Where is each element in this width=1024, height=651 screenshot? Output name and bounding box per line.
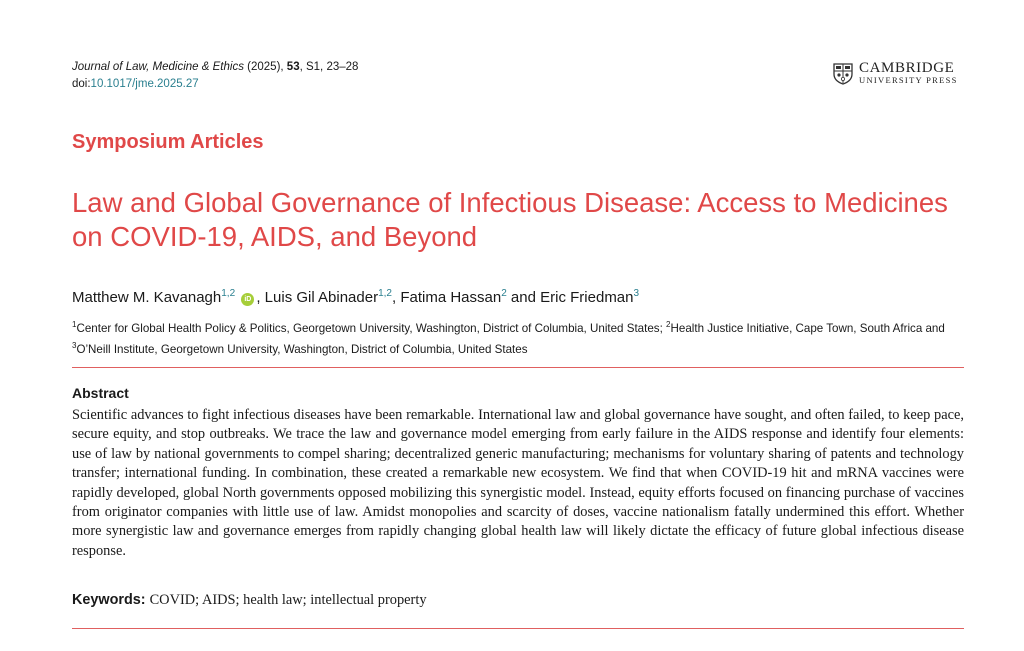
affiliation-3: O’Neill Institute, Georgetown University, Washington, District of Columbia, United States bbox=[76, 342, 528, 356]
author-name[interactable]: Matthew M. Kavanagh bbox=[72, 289, 222, 306]
author-name[interactable]: Luis Gil Abinader bbox=[264, 289, 379, 306]
journal-pages: , S1, 23–28 bbox=[299, 61, 359, 73]
citation-line bbox=[72, 59, 358, 76]
publisher-logo bbox=[833, 62, 958, 86]
journal-year: (2025), bbox=[247, 61, 284, 73]
author-name[interactable]: Eric Friedman bbox=[540, 289, 634, 306]
author-affiliation-sup: 3 bbox=[633, 288, 640, 299]
keywords-text: COVID; AIDS; health law; intellectual property bbox=[149, 592, 427, 608]
divider-bottom bbox=[72, 628, 964, 629]
affiliation-1: Center for Global Health Policy & Politics, Georgetown University, Washington, District of Columbia, United States; bbox=[76, 321, 667, 335]
doi-line bbox=[72, 76, 358, 93]
section-heading: Symposium Articles bbox=[72, 131, 264, 153]
journal-name: Journal of Law, Medicine & Ethics bbox=[72, 61, 244, 73]
author-separator: , bbox=[256, 289, 265, 306]
keywords-label: Keywords: bbox=[72, 592, 146, 608]
publisher-sub: UNIVERSITY PRESS bbox=[859, 75, 958, 85]
author-separator: , bbox=[391, 289, 401, 306]
journal-volume: 53 bbox=[286, 61, 300, 73]
abstract-text: Scientific advances to fight infectious diseases have been remarkable. International law and global governance have sought, and often failed, to keep pace, secure equity, and stop outbreaks. We trace the law and governance model emerging from early failure in the AIDS response and identify four elements: use of law by national governments to compel sharing; decentralized generic manufacturing; mechanisms for voluntary sharing of patents and technology transfer; international funding. In combination, these created a remarkable new ecosystem. We find that when COVID-19 hit and mRNA vaccines were rapidly developed, global North governments opposed mobilizing this synergistic model. Instead, equity efforts focused on financing purchase of vaccines from originator companies with little use of law. Amidst monopolies and scarcity of doses, vaccine nationalism fatally undermined this effort. Whether more synergistic law and governance emerges from rapidly changing global health law will likely dictate the efficacy of future global infectious disease response. bbox=[72, 407, 964, 559]
affiliation-sup: 1 bbox=[72, 320, 77, 329]
abstract-heading: Abstract bbox=[72, 385, 129, 401]
author-separator: and bbox=[506, 289, 541, 306]
article-title: Law and Global Governance of Infectious Disease: Access to Medicines on COVID-19, AIDS, and Beyond bbox=[72, 187, 948, 252]
affiliation-sup: 2 bbox=[666, 320, 671, 329]
author-affiliation-sup: 2 bbox=[501, 288, 507, 299]
author-name[interactable]: Fatima Hassan bbox=[400, 289, 502, 306]
divider-top bbox=[72, 367, 964, 368]
author-affiliation-sup: 1,2 bbox=[221, 288, 236, 299]
doi-link[interactable]: 10.1017/jme.2025.27 bbox=[90, 78, 199, 90]
journal-citation bbox=[72, 59, 358, 93]
orcid-icon[interactable]: iD bbox=[241, 293, 254, 306]
affiliations bbox=[72, 316, 972, 358]
affiliation-2: Health Justice Initiative, Cape Town, South Africa and bbox=[670, 321, 945, 335]
affiliation-sup: 3 bbox=[72, 340, 77, 350]
publisher-name: CAMBRIDGE bbox=[859, 60, 955, 76]
author-affiliation-sup: 1,2 bbox=[378, 288, 392, 299]
cambridge-crest-icon bbox=[833, 63, 853, 85]
doi-label: doi: bbox=[72, 78, 91, 90]
keywords bbox=[72, 592, 427, 609]
author-list bbox=[72, 288, 639, 306]
